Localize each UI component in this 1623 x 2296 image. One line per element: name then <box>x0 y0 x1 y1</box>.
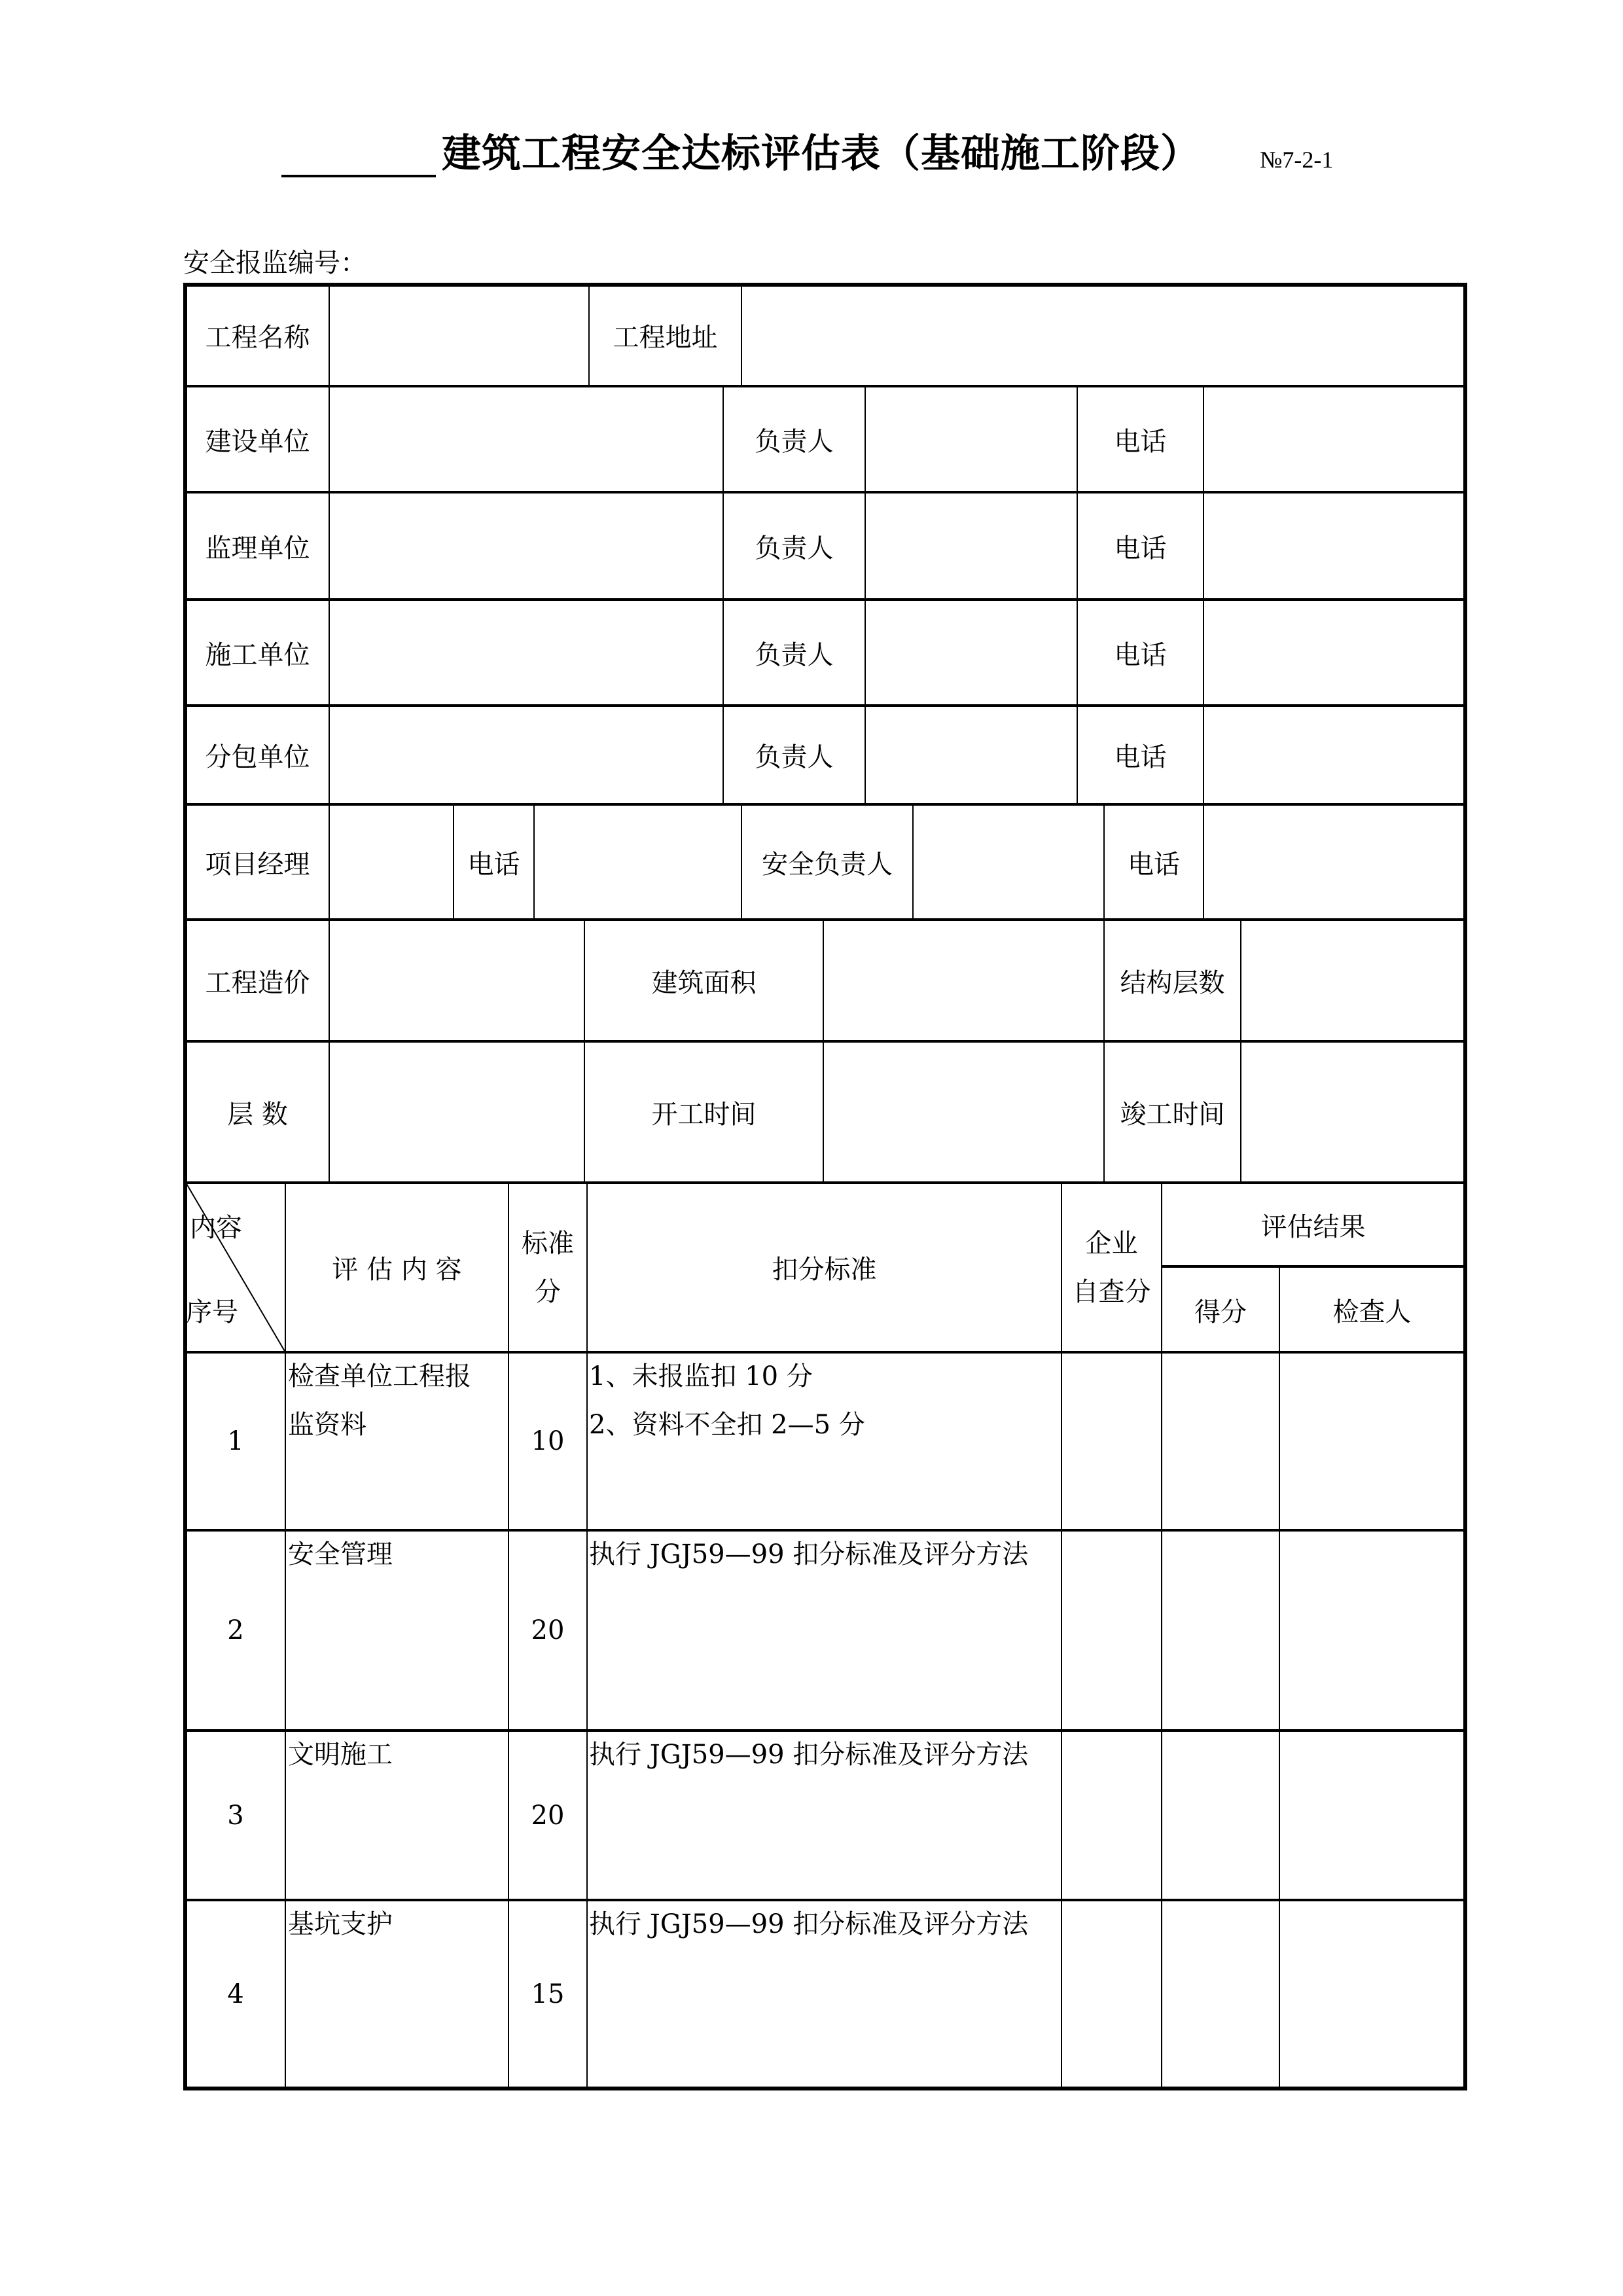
unit-name-field[interactable] <box>329 492 723 600</box>
inspector-field[interactable] <box>1279 1530 1465 1731</box>
pm-phone-field[interactable] <box>534 804 741 920</box>
content-header-label: 内容 <box>190 1212 242 1243</box>
standard-score: 10 <box>531 1426 565 1456</box>
person-in-charge-label: 负责人 <box>755 742 834 772</box>
structure-floors-field[interactable] <box>1241 920 1465 1041</box>
evaluation-item <box>288 1900 508 2088</box>
deduction-criteria <box>589 1731 1061 1900</box>
phone-label: 电话 <box>1114 533 1167 564</box>
person-in-charge-label: 负责人 <box>755 426 834 457</box>
cost-label: 工程造价 <box>205 967 310 998</box>
deduction-criteria-line: 执行 JGJ59—99 扣分标准及评分方法 <box>589 1539 1029 1570</box>
safety-officer-label: 安全负责人 <box>762 849 893 880</box>
project-manager-label: 项目经理 <box>205 849 310 880</box>
score-field[interactable] <box>1162 1352 1279 1530</box>
seq-header-label: 序号 <box>186 1297 238 1327</box>
phone-label: 电话 <box>1114 639 1167 670</box>
phone-field[interactable] <box>1204 706 1465 804</box>
self-check-header-line: 自查分 <box>1072 1276 1151 1307</box>
score-field[interactable] <box>1162 1900 1279 2088</box>
self-check-header-line: 企业 <box>1085 1228 1138 1259</box>
standard-score-header-line: 分 <box>535 1276 561 1307</box>
unit-name-field[interactable] <box>329 386 723 492</box>
project-address-field[interactable] <box>741 284 1465 386</box>
row-sequence-number: 4 <box>227 1979 244 2009</box>
evaluation-item <box>288 1731 508 1900</box>
person-in-charge-field[interactable] <box>865 492 1077 600</box>
pm-phone-label: 电话 <box>467 849 520 880</box>
self-check-score-field[interactable] <box>1061 1900 1162 2088</box>
floors-field[interactable] <box>329 1041 584 1183</box>
evaluation-item <box>288 1530 508 1731</box>
unit-label: 施工单位 <box>205 639 310 670</box>
person-in-charge-field[interactable] <box>865 386 1077 492</box>
row-sequence-number: 3 <box>227 1800 244 1831</box>
deduction-criteria-line: 执行 JGJ59—99 扣分标准及评分方法 <box>589 1909 1029 1939</box>
self-check-score-field[interactable] <box>1061 1731 1162 1900</box>
unit-name-field[interactable] <box>329 706 723 804</box>
person-in-charge-label: 负责人 <box>755 639 834 670</box>
safety-officer-field[interactable] <box>913 804 1104 920</box>
standard-score: 15 <box>531 1979 565 2009</box>
unit-label: 建设单位 <box>205 426 310 457</box>
form-number: №7-2-1 <box>1260 147 1334 173</box>
project-name-field[interactable] <box>329 284 589 386</box>
standard-score: 20 <box>531 1615 565 1645</box>
evaluation-item-line: 监资料 <box>288 1410 366 1440</box>
evaluation-result-header: 评估结果 <box>1260 1211 1366 1242</box>
completion-date-field[interactable] <box>1241 1041 1465 1183</box>
evaluation-item-line: 安全管理 <box>288 1539 393 1570</box>
evaluation-item-line: 基坑支护 <box>288 1909 393 1939</box>
deduction-criteria-line: 执行 JGJ59—99 扣分标准及评分方法 <box>589 1740 1029 1770</box>
row-sequence-number: 1 <box>227 1426 244 1456</box>
person-in-charge-label: 负责人 <box>755 533 834 564</box>
self-check-score-field[interactable] <box>1061 1530 1162 1731</box>
score-header: 得分 <box>1194 1297 1247 1327</box>
project-address-label: 工程地址 <box>613 322 718 353</box>
evaluation-item <box>288 1352 508 1530</box>
score-field[interactable] <box>1162 1731 1279 1900</box>
self-check-score-field[interactable] <box>1061 1352 1162 1530</box>
inspector-field[interactable] <box>1279 1731 1465 1900</box>
phone-label: 电话 <box>1114 742 1167 772</box>
standard-score-header <box>508 1183 587 1352</box>
safety-phone-label: 电话 <box>1128 849 1180 880</box>
person-in-charge-field[interactable] <box>865 600 1077 706</box>
deduction-criteria <box>589 1530 1061 1731</box>
deduction-criteria <box>589 1900 1061 2088</box>
safety-phone-field[interactable] <box>1204 804 1465 920</box>
report-number-label: 安全报监编号： <box>183 248 366 278</box>
deduction-criteria <box>589 1352 1061 1530</box>
project-name-label: 工程名称 <box>205 322 310 353</box>
start-date-label: 开工时间 <box>651 1099 757 1130</box>
project-manager-field[interactable] <box>329 804 454 920</box>
completion-date-label: 竣工时间 <box>1120 1099 1225 1130</box>
unit-name-field[interactable] <box>329 600 723 706</box>
start-date-field[interactable] <box>823 1041 1104 1183</box>
unit-label: 分包单位 <box>205 742 310 772</box>
inspector-field[interactable] <box>1279 1900 1465 2088</box>
person-in-charge-field[interactable] <box>865 706 1077 804</box>
score-field[interactable] <box>1162 1530 1279 1731</box>
form-title: 建筑工程安全达标评估表（基础施工阶段） <box>442 131 1200 177</box>
standard-score: 20 <box>531 1800 565 1831</box>
area-field[interactable] <box>823 920 1104 1041</box>
area-label: 建筑面积 <box>651 967 757 998</box>
item-header-label: 评 估 内 容 <box>332 1255 462 1285</box>
form-title-block <box>281 115 1394 187</box>
deduction-criteria-line: 2、资料不全扣 2—5 分 <box>589 1410 865 1440</box>
row-sequence-number: 2 <box>227 1615 244 1645</box>
evaluation-item-line: 检查单位工程报 <box>288 1361 471 1391</box>
title-fill-blank[interactable] <box>281 175 436 177</box>
standard-score-header-line: 标准 <box>522 1228 574 1259</box>
self-check-header <box>1061 1183 1162 1352</box>
structure-floors-label: 结构层数 <box>1120 967 1225 998</box>
phone-field[interactable] <box>1204 600 1465 706</box>
phone-field[interactable] <box>1204 386 1465 492</box>
phone-field[interactable] <box>1204 492 1465 600</box>
inspector-header: 检查人 <box>1332 1297 1412 1327</box>
phone-label: 电话 <box>1114 426 1167 457</box>
floors-label: 层 数 <box>227 1099 288 1130</box>
deduction-criteria-header: 扣分标准 <box>772 1255 877 1285</box>
inspector-field[interactable] <box>1279 1352 1465 1530</box>
deduction-criteria-line: 1、未报监扣 10 分 <box>589 1361 813 1391</box>
evaluation-item-line: 文明施工 <box>288 1740 393 1770</box>
unit-label: 监理单位 <box>205 533 310 564</box>
cost-field[interactable] <box>329 920 584 1041</box>
